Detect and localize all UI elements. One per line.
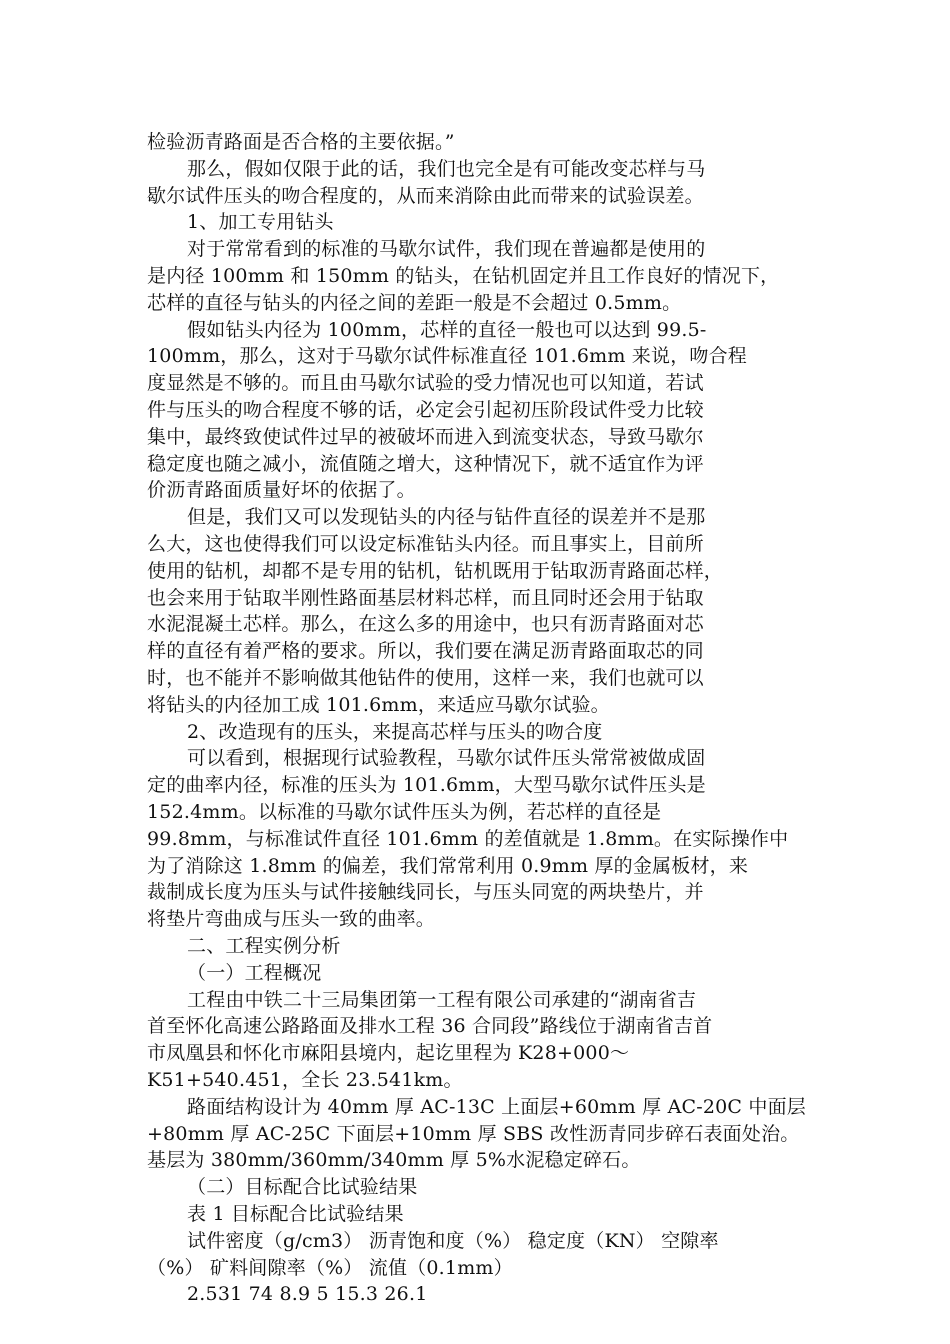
text-line: 定的曲率内径，标准的压头为 101.6mm，大型马歇尔试件压头是	[147, 774, 706, 796]
text-line: 度显然是不够的。而且由马歇尔试验的受力情况也可以知道，若试	[147, 372, 704, 394]
text-line: 路面结构设计为 40mm 厚 AC-13C 上面层+60mm 厚 AC-20C 中面层	[187, 1096, 807, 1118]
text-line: 时，也不能并不影响做其他钻件的使用，这样一来，我们也就可以	[147, 667, 704, 689]
text-line: 是内径 100mm 和 150mm 的钻头，在钻机固定并且工作良好的情况下，	[147, 265, 780, 287]
text-line: 2、改造现有的压头，来提高芯样与压头的吻合度	[187, 721, 603, 743]
text-line: 对于常常看到的标准的马歇尔试件，我们现在普遍都是使用的	[187, 238, 706, 260]
text-line: 样的直径有着严格的要求。所以，我们要在满足沥青路面取芯的同	[147, 640, 704, 662]
text-line: 水泥混凝土芯样。那么，在这么多的用途中，也只有沥青路面对芯	[147, 613, 704, 635]
text-line: 么大，这也使得我们可以设定标准钻头内径。而且事实上，目前所	[147, 533, 704, 555]
text-line: 二、工程实例分析	[187, 935, 341, 957]
text-line: 件与压头的吻合程度不够的话，必定会引起初压阶段试件受力比较	[147, 399, 704, 421]
text-line: （一）工程概况	[187, 962, 322, 984]
text-line: K51+540.451，全长 23.541km。	[147, 1069, 463, 1091]
text-line: 基层为 380mm/360mm/340mm 厚 5%水泥稳定碎石。	[147, 1149, 641, 1171]
text-line: 市凤凰县和怀化市麻阳县境内，起讫里程为 K28+000～	[147, 1042, 630, 1064]
text-line: 为了消除这 1.8mm 的偏差，我们常常利用 0.9mm 厚的金属板材，来	[147, 855, 749, 877]
text-line: 试件密度（g/cm3） 沥青饱和度（%） 稳定度（KN） 空隙率	[187, 1230, 719, 1252]
text-line: 芯样的直径与钻头的内径之间的差距一般是不会超过 0.5mm。	[147, 292, 682, 314]
text-line: 首至怀化高速公路路面及排水工程 36 合同段”路线位于湖南省吉首	[147, 1015, 713, 1037]
text-line: 2.531 74 8.9 5 15.3 26.1	[187, 1283, 428, 1305]
text-line: 裁制成长度为压头与试件接触线同长，与压头同宽的两块垫片，并	[147, 881, 704, 903]
text-line: 工程由中铁二十三局集团第一工程有限公司承建的“湖南省吉	[187, 989, 697, 1011]
text-line: 稳定度也随之减小，流值随之增大，这种情况下，就不适宜作为评	[147, 453, 704, 475]
text-line: 使用的钻机，却都不是专用的钻机，钻机既用于钻取沥青路面芯样，	[147, 560, 724, 582]
text-line: （%） 矿料间隙率（%） 流值（0.1mm）	[147, 1257, 513, 1279]
text-line: 1、加工专用钻头	[187, 211, 334, 233]
text-line: 99.8mm，与标准试件直径 101.6mm 的差值就是 1.8mm。在实际操作中	[147, 828, 789, 850]
text-line: 表 1 目标配合比试验结果	[187, 1203, 404, 1225]
text-line: 那么，假如仅限于此的话，我们也完全是有可能改变芯样与马	[187, 158, 706, 180]
text-line: 也会来用于钻取半刚性路面基层材料芯样，而且同时还会用于钻取	[147, 587, 704, 609]
text-line: 但是，我们又可以发现钻头的内径与钻件直径的误差并不是那	[187, 506, 706, 528]
text-line: 100mm，那么，这对于马歇尔试件标准直径 101.6mm 来说，吻合程	[147, 345, 748, 367]
text-line: 歇尔试件压头的吻合程度的，从而来消除由此而带来的试验误差。	[147, 185, 704, 207]
text-line: 152.4mm。以标准的马歇尔试件压头为例，若芯样的直径是	[147, 801, 662, 823]
text-line: +80mm 厚 AC-25C 下面层+10mm 厚 SBS 改性沥青同步碎石表面处治。	[147, 1123, 800, 1145]
text-line: 检验沥青路面是否合格的主要依据。”	[147, 131, 455, 153]
text-line: 假如钻头内径为 100mm，芯样的直径一般也可以达到 99.5-	[187, 319, 707, 341]
text-line: 可以看到，根据现行试验教程，马歇尔试件压头常常被做成固	[187, 747, 706, 769]
text-line: （二）目标配合比试验结果	[187, 1176, 418, 1198]
text-line: 将垫片弯曲成与压头一致的曲率。	[147, 908, 436, 930]
text-line: 将钻头的内径加工成 101.6mm，来适应马歇尔试验。	[147, 694, 610, 716]
text-line: 价沥青路面质量好坏的依据了。	[147, 479, 416, 501]
text-line: 集中，最终致使试件过早的被破坏而进入到流变状态，导致马歇尔	[147, 426, 704, 448]
